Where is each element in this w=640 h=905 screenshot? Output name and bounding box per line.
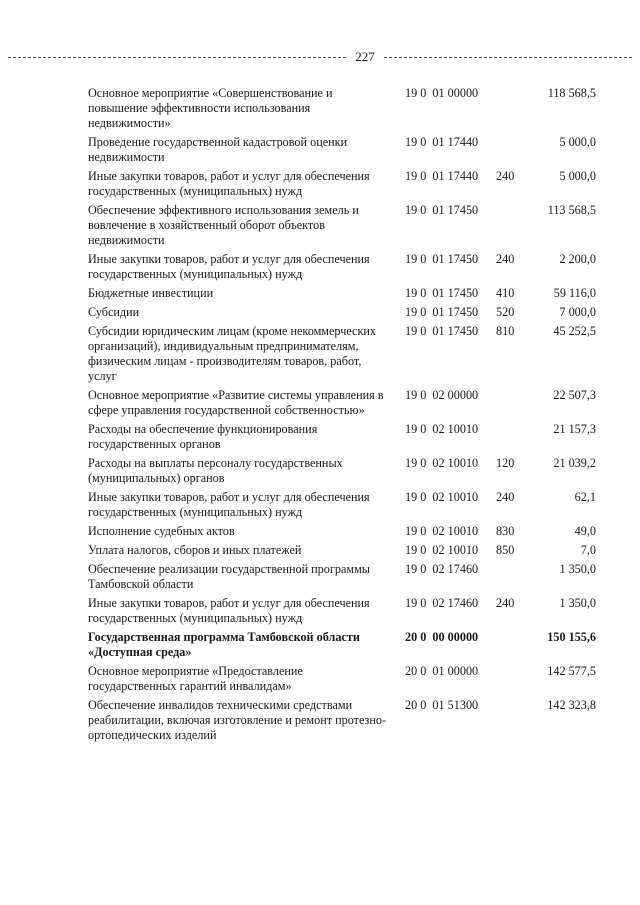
budget-row	[88, 324, 600, 384]
row-description: Иные закупки товаров, работ и услуг для обеспечения государственных (муниципальных) нужд	[88, 169, 370, 198]
row-description: Обеспечение реализации государственной программы Тамбовской области	[88, 562, 370, 591]
row-expense-type: 240	[496, 252, 515, 266]
row-classification-code: 19 0 01 17440	[405, 169, 479, 183]
row-description: Основное мероприятие «Предоставление государственных гарантий инвалидам»	[88, 664, 303, 693]
page-header	[0, 48, 640, 68]
row-expense-type: 810	[496, 324, 515, 338]
row-amount: 113 568,5	[547, 203, 596, 217]
row-description: Иные закупки товаров, работ и услуг для обеспечения государственных (муниципальных) нужд	[88, 596, 370, 625]
row-classification-code: 19 0 01 17440	[405, 135, 479, 149]
row-amount: 59 116,0	[553, 286, 596, 300]
budget-row	[88, 698, 600, 743]
row-expense-type: 240	[496, 490, 515, 504]
row-amount: 5 000,0	[559, 135, 596, 149]
row-description: Обеспечение инвалидов техническими средствами реабилитации, включая изготовление и ремонт протезно-ортопедических изделий	[88, 698, 387, 742]
budget-row	[88, 135, 600, 165]
row-classification-code: 19 0 02 10010	[405, 422, 479, 436]
row-description: Субсидии юридическим лицам (кроме некоммерческих организаций), индивидуальным предпринимателям, физическим лицам - производителям товаров, работ, услуг	[88, 324, 376, 383]
budget-row	[88, 252, 600, 282]
row-description: Иные закупки товаров, работ и услуг для обеспечения государственных (муниципальных) нужд	[88, 252, 370, 281]
row-classification-code: 20 0 01 51300	[405, 698, 479, 712]
row-description: Государственная программа Тамбовской области «Доступная среда»	[88, 630, 360, 659]
row-expense-type: 850	[496, 543, 515, 557]
row-classification-code: 19 0 02 17460	[405, 562, 479, 576]
row-expense-type: 120	[496, 456, 515, 470]
header-dashed-rule-left	[8, 57, 346, 58]
row-description: Исполнение судебных актов	[88, 524, 235, 538]
row-description: Основное мероприятие «Совершенствование и повышение эффективности использования недвижимости»	[88, 86, 333, 130]
row-classification-code: 19 0 02 10010	[405, 524, 479, 538]
row-classification-code: 20 0 01 00000	[405, 664, 479, 678]
row-description: Проведение государственной кадастровой оценки недвижимости	[88, 135, 348, 164]
row-expense-type: 520	[496, 305, 515, 319]
budget-row	[88, 456, 600, 486]
row-amount: 142 577,5	[547, 664, 596, 678]
row-amount: 5 000,0	[559, 169, 596, 183]
row-classification-code: 19 0 01 17450	[405, 252, 479, 266]
page-number: 227	[355, 49, 375, 64]
row-amount: 1 350,0	[559, 596, 596, 610]
row-amount: 118 568,5	[547, 86, 596, 100]
row-amount: 45 252,5	[553, 324, 596, 338]
row-expense-type: 240	[496, 596, 515, 610]
budget-row	[88, 305, 600, 320]
row-classification-code: 19 0 02 10010	[405, 456, 479, 470]
budget-row	[88, 664, 600, 694]
row-description: Обеспечение эффективного использования земель и вовлечение в хозяйственный оборот объектов недвижимости	[88, 203, 359, 247]
row-amount: 21 039,2	[553, 456, 596, 470]
row-amount: 22 507,3	[553, 388, 596, 402]
row-amount: 49,0	[574, 524, 596, 538]
row-expense-type: 830	[496, 524, 515, 538]
budget-row	[88, 388, 600, 418]
row-description: Бюджетные инвестиции	[88, 286, 214, 300]
row-classification-code: 19 0 01 17450	[405, 203, 479, 217]
budget-row	[88, 562, 600, 592]
row-classification-code: 19 0 02 17460	[405, 596, 479, 610]
budget-row	[88, 169, 600, 199]
row-amount: 1 350,0	[559, 562, 596, 576]
row-amount: 2 200,0	[559, 252, 596, 266]
row-amount: 62,1	[574, 490, 596, 504]
row-classification-code: 20 0 00 00000	[405, 630, 479, 644]
row-classification-code: 19 0 02 10010	[405, 490, 479, 504]
row-amount: 150 155,6	[547, 630, 596, 644]
budget-row	[88, 630, 600, 660]
budget-row	[88, 286, 600, 301]
row-amount: 7 000,0	[559, 305, 596, 319]
budget-row	[88, 543, 600, 558]
row-description: Иные закупки товаров, работ и услуг для обеспечения государственных (муниципальных) нужд	[88, 490, 370, 519]
row-description: Расходы на обеспечение функционирования государственных органов	[88, 422, 318, 451]
row-description: Расходы на выплаты персоналу государственных (муниципальных) органов	[88, 456, 343, 485]
budget-row	[88, 524, 600, 539]
row-amount: 7,0	[580, 543, 596, 557]
row-classification-code: 19 0 01 17450	[405, 286, 479, 300]
row-classification-code: 19 0 01 17450	[405, 305, 479, 319]
budget-row	[88, 490, 600, 520]
row-expense-type: 240	[496, 169, 515, 183]
row-amount: 142 323,8	[547, 698, 596, 712]
budget-row	[88, 422, 600, 452]
row-description: Уплата налогов, сборов и иных платежей	[88, 543, 302, 557]
row-classification-code: 19 0 02 00000	[405, 388, 479, 402]
row-expense-type: 410	[496, 286, 515, 300]
row-classification-code: 19 0 01 00000	[405, 86, 479, 100]
row-description: Основное мероприятие «Развитие системы управления в сфере управления государственной собственностью»	[88, 388, 384, 417]
row-amount: 21 157,3	[553, 422, 596, 436]
row-classification-code: 19 0 02 10010	[405, 543, 479, 557]
budget-row	[88, 203, 600, 248]
budget-table	[88, 86, 600, 747]
header-dashed-rule-right	[384, 57, 632, 58]
budget-row	[88, 596, 600, 626]
budget-row	[88, 86, 600, 131]
row-description: Субсидии	[88, 305, 140, 319]
row-classification-code: 19 0 01 17450	[405, 324, 479, 338]
